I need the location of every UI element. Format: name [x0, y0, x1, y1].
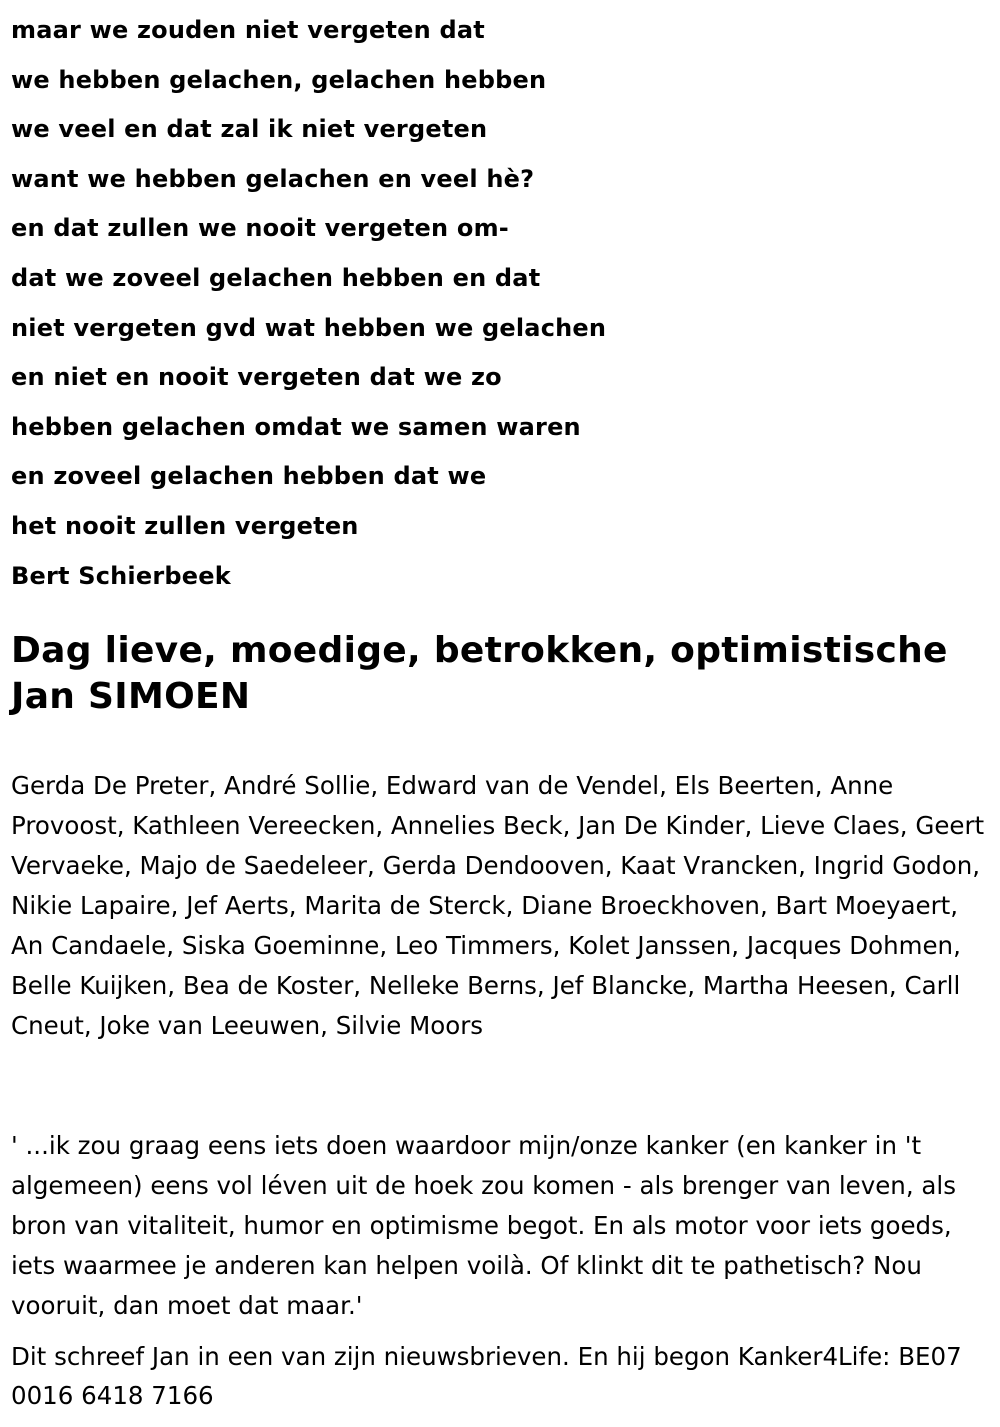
- poem-author: Bert Schierbeek: [11, 561, 231, 590]
- poem-line: want we hebben gelachen en veel hè?: [11, 164, 535, 193]
- poem-line: we veel en dat zal ik niet vergeten: [11, 115, 488, 144]
- poem-line: het nooit zullen vergeten: [11, 511, 359, 540]
- signatories-list: Gerda De Preter, André Sollie, Edward van de Vendel, Els Beerten, Anne Provoost, Kathleen Vereecken, Annelies Beck, Jan De Kinder, Lieve Claes, Geert Vervaeke, Majo de Saedeleer, Gerda Dendooven, Kaat Vrancken, Ingrid Godon, Nikie Lapaire, Jef Aerts, Marita de Sterck, Diane Broeckhoven, Bart Moeyaert, An Candaele, Siska Goeminne, Leo Timmers, Kolet Janssen, Jacques Dohmen, Belle Kuijken, Bea de Koster, Nelleke Berns, Jef Blancke, Martha Heesen, Carll Cneut, Joke van Leeuwen, Silvie Moors: [11, 771, 985, 1040]
- poem-line: en zoveel gelachen hebben dat we: [11, 462, 487, 491]
- newsletter-quote: ' ...ik zou graag eens iets doen waardoor mijn/onze kanker (en kanker in 't algemeen) eens vol léven uit de hoek zou komen - als brenger van leven, als bron van vitaliteit, humor en optimisme begot. En als motor voor iets goeds, iets waarmee je anderen kan helpen voilà. Of klinkt dit te pathetisch? Nou vooruit, dan moet dat maar.': [11, 1131, 956, 1320]
- poem-line: en niet en nooit vergeten dat we zo: [11, 363, 502, 392]
- poem-line: en dat zullen we nooit vergeten om-: [11, 214, 509, 243]
- poem-line: we hebben gelachen, gelachen hebben: [11, 65, 547, 94]
- poem-line: dat we zoveel gelachen hebben en dat: [11, 263, 541, 292]
- donation-note: Dit schreef Jan in een van zijn nieuwsbrieven. En hij begon Kanker4Life: BE07 0016 6418 7166: [11, 1342, 962, 1410]
- poem-line: maar we zouden niet vergeten dat: [11, 16, 485, 44]
- poem: [11, 6, 991, 601]
- page-title: Dag lieve, moedige, betrokken, optimistische Jan SIMOEN: [11, 630, 948, 717]
- poem-line: niet vergeten gvd wat hebben we gelachen: [11, 313, 607, 342]
- poem-line: hebben gelachen omdat we samen waren: [11, 412, 581, 441]
